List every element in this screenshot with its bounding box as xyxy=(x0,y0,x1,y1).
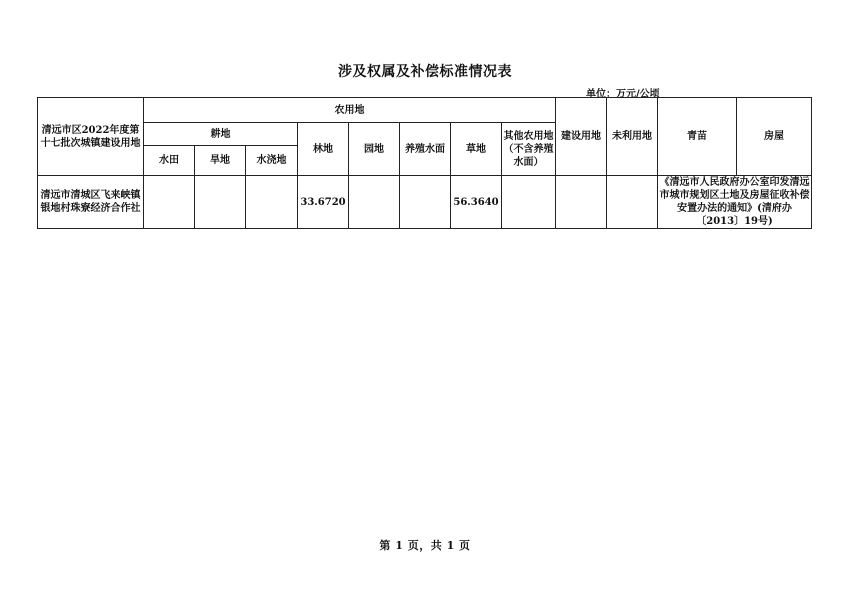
paddy-cell xyxy=(144,176,195,229)
garden-header: 园地 xyxy=(349,123,400,176)
agricultural-header: 农用地 xyxy=(144,98,556,123)
table-row xyxy=(38,176,812,229)
construction-cell xyxy=(556,176,607,229)
owner-cell: 清远市清城区飞来峡镇银地村珠寮经济合作社 xyxy=(38,176,144,229)
grass-header: 草地 xyxy=(451,123,502,176)
page-footer: 第 1 页，共 1 页 xyxy=(379,539,471,552)
unused-header: 未利用地 xyxy=(607,98,658,176)
other-agri-cell xyxy=(502,176,556,229)
forest-cell: 33.6720 xyxy=(298,176,349,229)
policy-cell: 《清远市人民政府办公室印发清远市城市规划区土地及房屋征收补偿安置办法的通知》(清府办〔2013〕19号) xyxy=(659,177,810,227)
grass-cell: 56.3640 xyxy=(451,176,502,229)
cultivated-header: 耕地 xyxy=(144,123,298,146)
aquaculture-header: 养殖水面 xyxy=(400,123,451,176)
construction-header: 建设用地 xyxy=(556,98,607,176)
other-agri-header: 其他农用地（不含养殖水面） xyxy=(502,123,556,176)
irrigated-header: 水浇地 xyxy=(246,146,298,176)
header-row-1 xyxy=(38,98,812,123)
owner-header: 清远市区2022年度第十七批次城镇建设用地 xyxy=(38,98,144,176)
irrigated-cell xyxy=(246,176,298,229)
garden-cell xyxy=(349,176,400,229)
houses-header: 房屋 xyxy=(737,98,812,176)
unit-label: 单位：万元/公顷 xyxy=(586,89,660,100)
aquaculture-cell xyxy=(400,176,451,229)
seedlings-header: 青苗 xyxy=(658,98,737,176)
dry-header: 旱地 xyxy=(195,146,246,176)
unused-cell xyxy=(607,176,658,229)
document-title: 涉及权属及补偿标准情况表 xyxy=(338,64,512,80)
compensation-table xyxy=(37,97,812,229)
paddy-header: 水田 xyxy=(144,146,195,176)
dry-cell xyxy=(195,176,246,229)
forest-header: 林地 xyxy=(298,123,349,176)
